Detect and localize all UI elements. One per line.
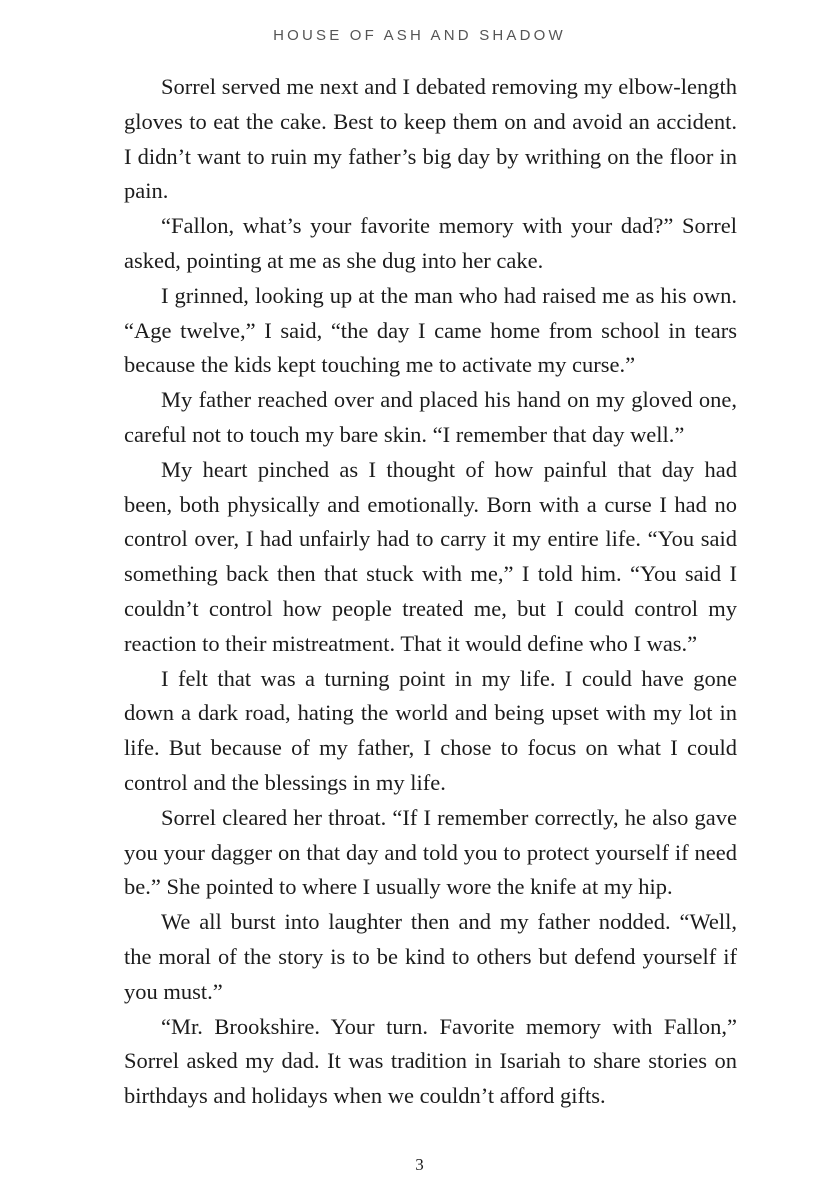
paragraph: My heart pinched as I thought of how painful that day had been, both physically and emotionally. Born with a curse I had no control over, I had unfairly had to carry it my entire life. “You said something back then that stuck with me,” I told him. “You said I couldn’t control how people treated me, but I could control my reaction to their mistreatment. That it would define who I was.”: [124, 456, 737, 656]
paragraph: I felt that was a turning point in my life. I could have gone down a dark road, hating the world and being upset with my lot in life. But because of my father, I chose to focus on what I could control and the blessings in my life.: [124, 665, 737, 795]
paragraph: My father reached over and placed his hand on my gloved one, careful not to touch my bare skin. “I remember that day well.”: [124, 387, 737, 447]
paragraph: Sorrel served me next and I debated removing my elbow-length gloves to eat the cake. Best to keep them on and avoid an accident. I didn’t want to ruin my father’s big day by writhing on the floor in pain.: [124, 74, 737, 204]
paragraph: We all burst into laughter then and my father nodded. “Well, the moral of the story is to be kind to others but defend yourself if you must.”: [124, 909, 737, 1004]
page-number: 3: [415, 1155, 424, 1174]
paragraph: “Mr. Brookshire. Your turn. Favorite memory with Fallon,” Sorrel asked my dad. It was tradition in Isariah to share stories on birthdays and holidays when we couldn’t afford gifts.: [124, 1013, 737, 1109]
running-header: HOUSE OF ASH AND SHADOW: [273, 27, 566, 44]
paragraph: “Fallon, what’s your favorite memory with your dad?” Sorrel asked, pointing at me as she dug into her cake.: [124, 213, 737, 273]
paragraph: Sorrel cleared her throat. “If I remember correctly, he also gave you your dagger on that day and told you to protect yourself if need be.” She pointed to where I usually wore the knife at my hip.: [124, 804, 737, 900]
paragraph: I grinned, looking up at the man who had raised me as his own. “Age twelve,” I said, “the day I came home from school in tears because the kids kept touching me to activate my curse.”: [124, 282, 737, 378]
body-text: [124, 70, 737, 1114]
